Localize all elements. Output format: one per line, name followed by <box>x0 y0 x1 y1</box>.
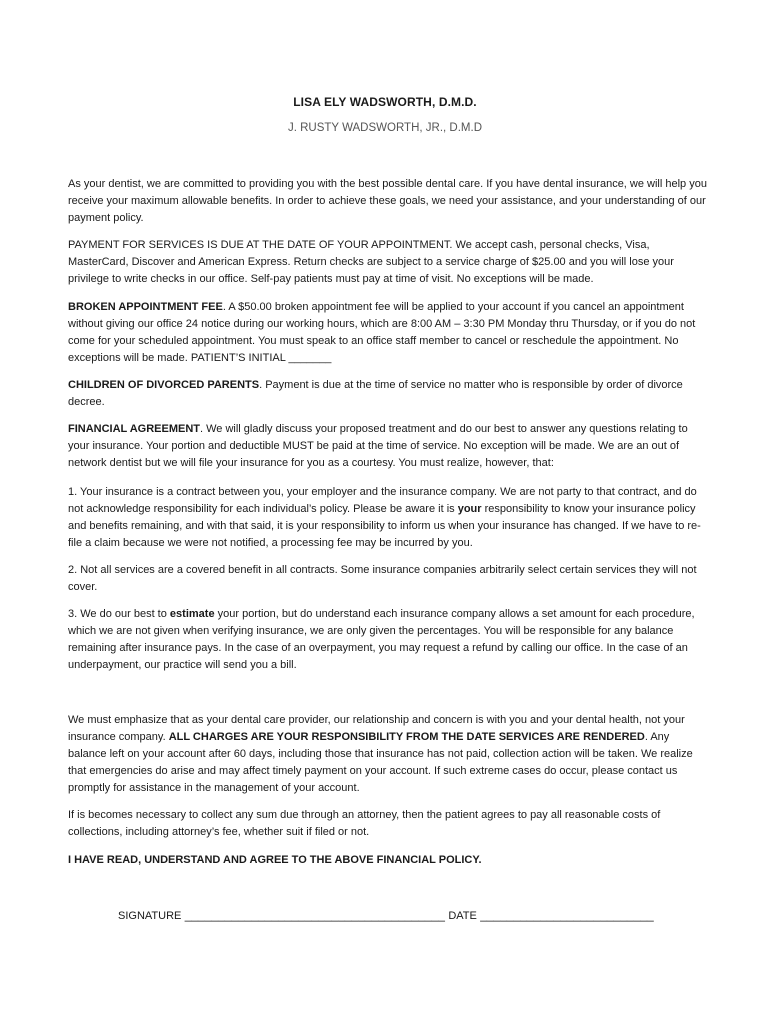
point-1-paragraph <box>68 484 708 552</box>
point-2-paragraph: 2. Not all services are a covered benefit in all contracts. Some insurance companies arbitrarily select certain services they will not cover. <box>68 564 697 593</box>
point-3-bold: estimate <box>169 608 215 620</box>
emphasize-paragraph <box>68 712 708 797</box>
intro-paragraph: As your dentist, we are committed to providing you with the best possible dental care. If you have dental insurance, we will help you receive your maximum allowable benefits. In order to achieve these goals, we need your assistance, and your understanding of our payment policy. <box>68 178 707 224</box>
emphasize-text-a: We must emphasize that as your dental care provider, our relationship and concern is with you and your dental health, not your insurance company. <box>68 714 685 743</box>
financial-agreement-heading: FINANCIAL AGREEMENT <box>68 423 200 435</box>
divorced-parents-paragraph <box>68 377 708 411</box>
point-3-text-a: 3. We do our best to <box>68 608 170 620</box>
point-1-bold: your <box>457 503 482 515</box>
broken-appointment-text: . A $50.00 broken appointment fee will be applied to your account if you cancel an appointment without giving our office 24 notice during our working hours, which are 8:00 AM – 3:30 PM Monday thru Thursday, or if you do not come for your scheduled appointment. You must speak to an office staff member to cancel or reschedule the appointment. No exceptions will be made. PATIENT’S INITIAL _______ <box>68 301 696 364</box>
signature-row <box>118 908 678 922</box>
divorced-parents-text: . Payment is due at the time of service no matter who is responsible by order of divorce decree. <box>68 379 683 408</box>
doctor-secondary-heading: J. RUSTY WADSWORTH, JR., D.M.D <box>287 122 482 134</box>
financial-agreement-paragraph <box>68 421 708 472</box>
doctor-primary-heading: LISA ELY WADSWORTH, D.M.D. <box>293 95 477 109</box>
point-3-paragraph <box>68 606 708 674</box>
emphasize-bold: ALL CHARGES ARE YOUR RESPONSIBILITY FROM THE DATE SERVICES ARE RENDERED <box>168 731 645 743</box>
emphasize-text-b: . Any balance left on your account after 60 days, including those that insurance has not paid, collection action will be taken. We realize that emergencies do arise and may affect timely payment on your account. If such extreme cases do occur, please contact us promptly for assistance in the management of your account. <box>68 731 693 794</box>
point-3-text-b: your portion, but do understand each insurance company allows a set amount for each procedure, which we are not given when verifying insurance, we are only given the percentages. You will be responsible for any balance remaining after insurance pays. In the case of an overpayment, you may request a refund by calling our office. In the case of an underpayment, our practice will send you a bill. <box>68 608 695 671</box>
broken-appointment-heading: BROKEN APPOINTMENT FEE <box>68 301 223 313</box>
point-1-text-a: 1. Your insurance is a contract between you, your employer and the insurance company. We are not party to that contract, and do not acknowledge responsibility for each individual’s policy. Please be aware it is <box>68 486 697 515</box>
signature-label: SIGNATURE <box>118 910 182 922</box>
broken-appointment-paragraph <box>68 299 708 367</box>
divorced-parents-heading: CHILDREN OF DIVORCED PARENTS <box>68 379 260 391</box>
point-1-text-b: responsibility to know your insurance policy and benefits remaining, and with that said, it is your responsibility to inform us when your insurance has changed. If we have to re-file a claim because we were not notified, a processing fee may be incurred by you. <box>68 503 701 549</box>
financial-agreement-text: . We will gladly discuss your proposed treatment and do our best to answer any questions relating to your insurance. Your portion and deductible MUST be paid at the time of service. No exception will be made. We are an out of network dentist but we will file your insurance for you as a courtesy. You must realize, however, that: <box>68 423 688 469</box>
date-label: DATE <box>448 910 477 922</box>
attorney-paragraph: If is becomes necessary to collect any sum due through an attorney, then the patient agrees to pay all reasonable costs of collections, including attorney’s fee, whether suit if filed or not. <box>68 809 661 838</box>
signature-field[interactable]: _______________________________________ <box>184 908 445 922</box>
payment-paragraph: PAYMENT FOR SERVICES IS DUE AT THE DATE OF YOUR APPOINTMENT. We accept cash, personal checks, Visa, MasterCard, Discover and American Express. Return checks are subject to a service charge of $25.00 and you will lose your privilege to write checks in our office. Self-pay patients must pay at time of visit. No exceptions will be made. <box>68 239 674 285</box>
agreement-statement: I HAVE READ, UNDERSTAND AND AGREE TO THE ABOVE FINANCIAL POLICY. <box>68 854 482 866</box>
date-field[interactable]: __________________________ <box>480 908 654 922</box>
